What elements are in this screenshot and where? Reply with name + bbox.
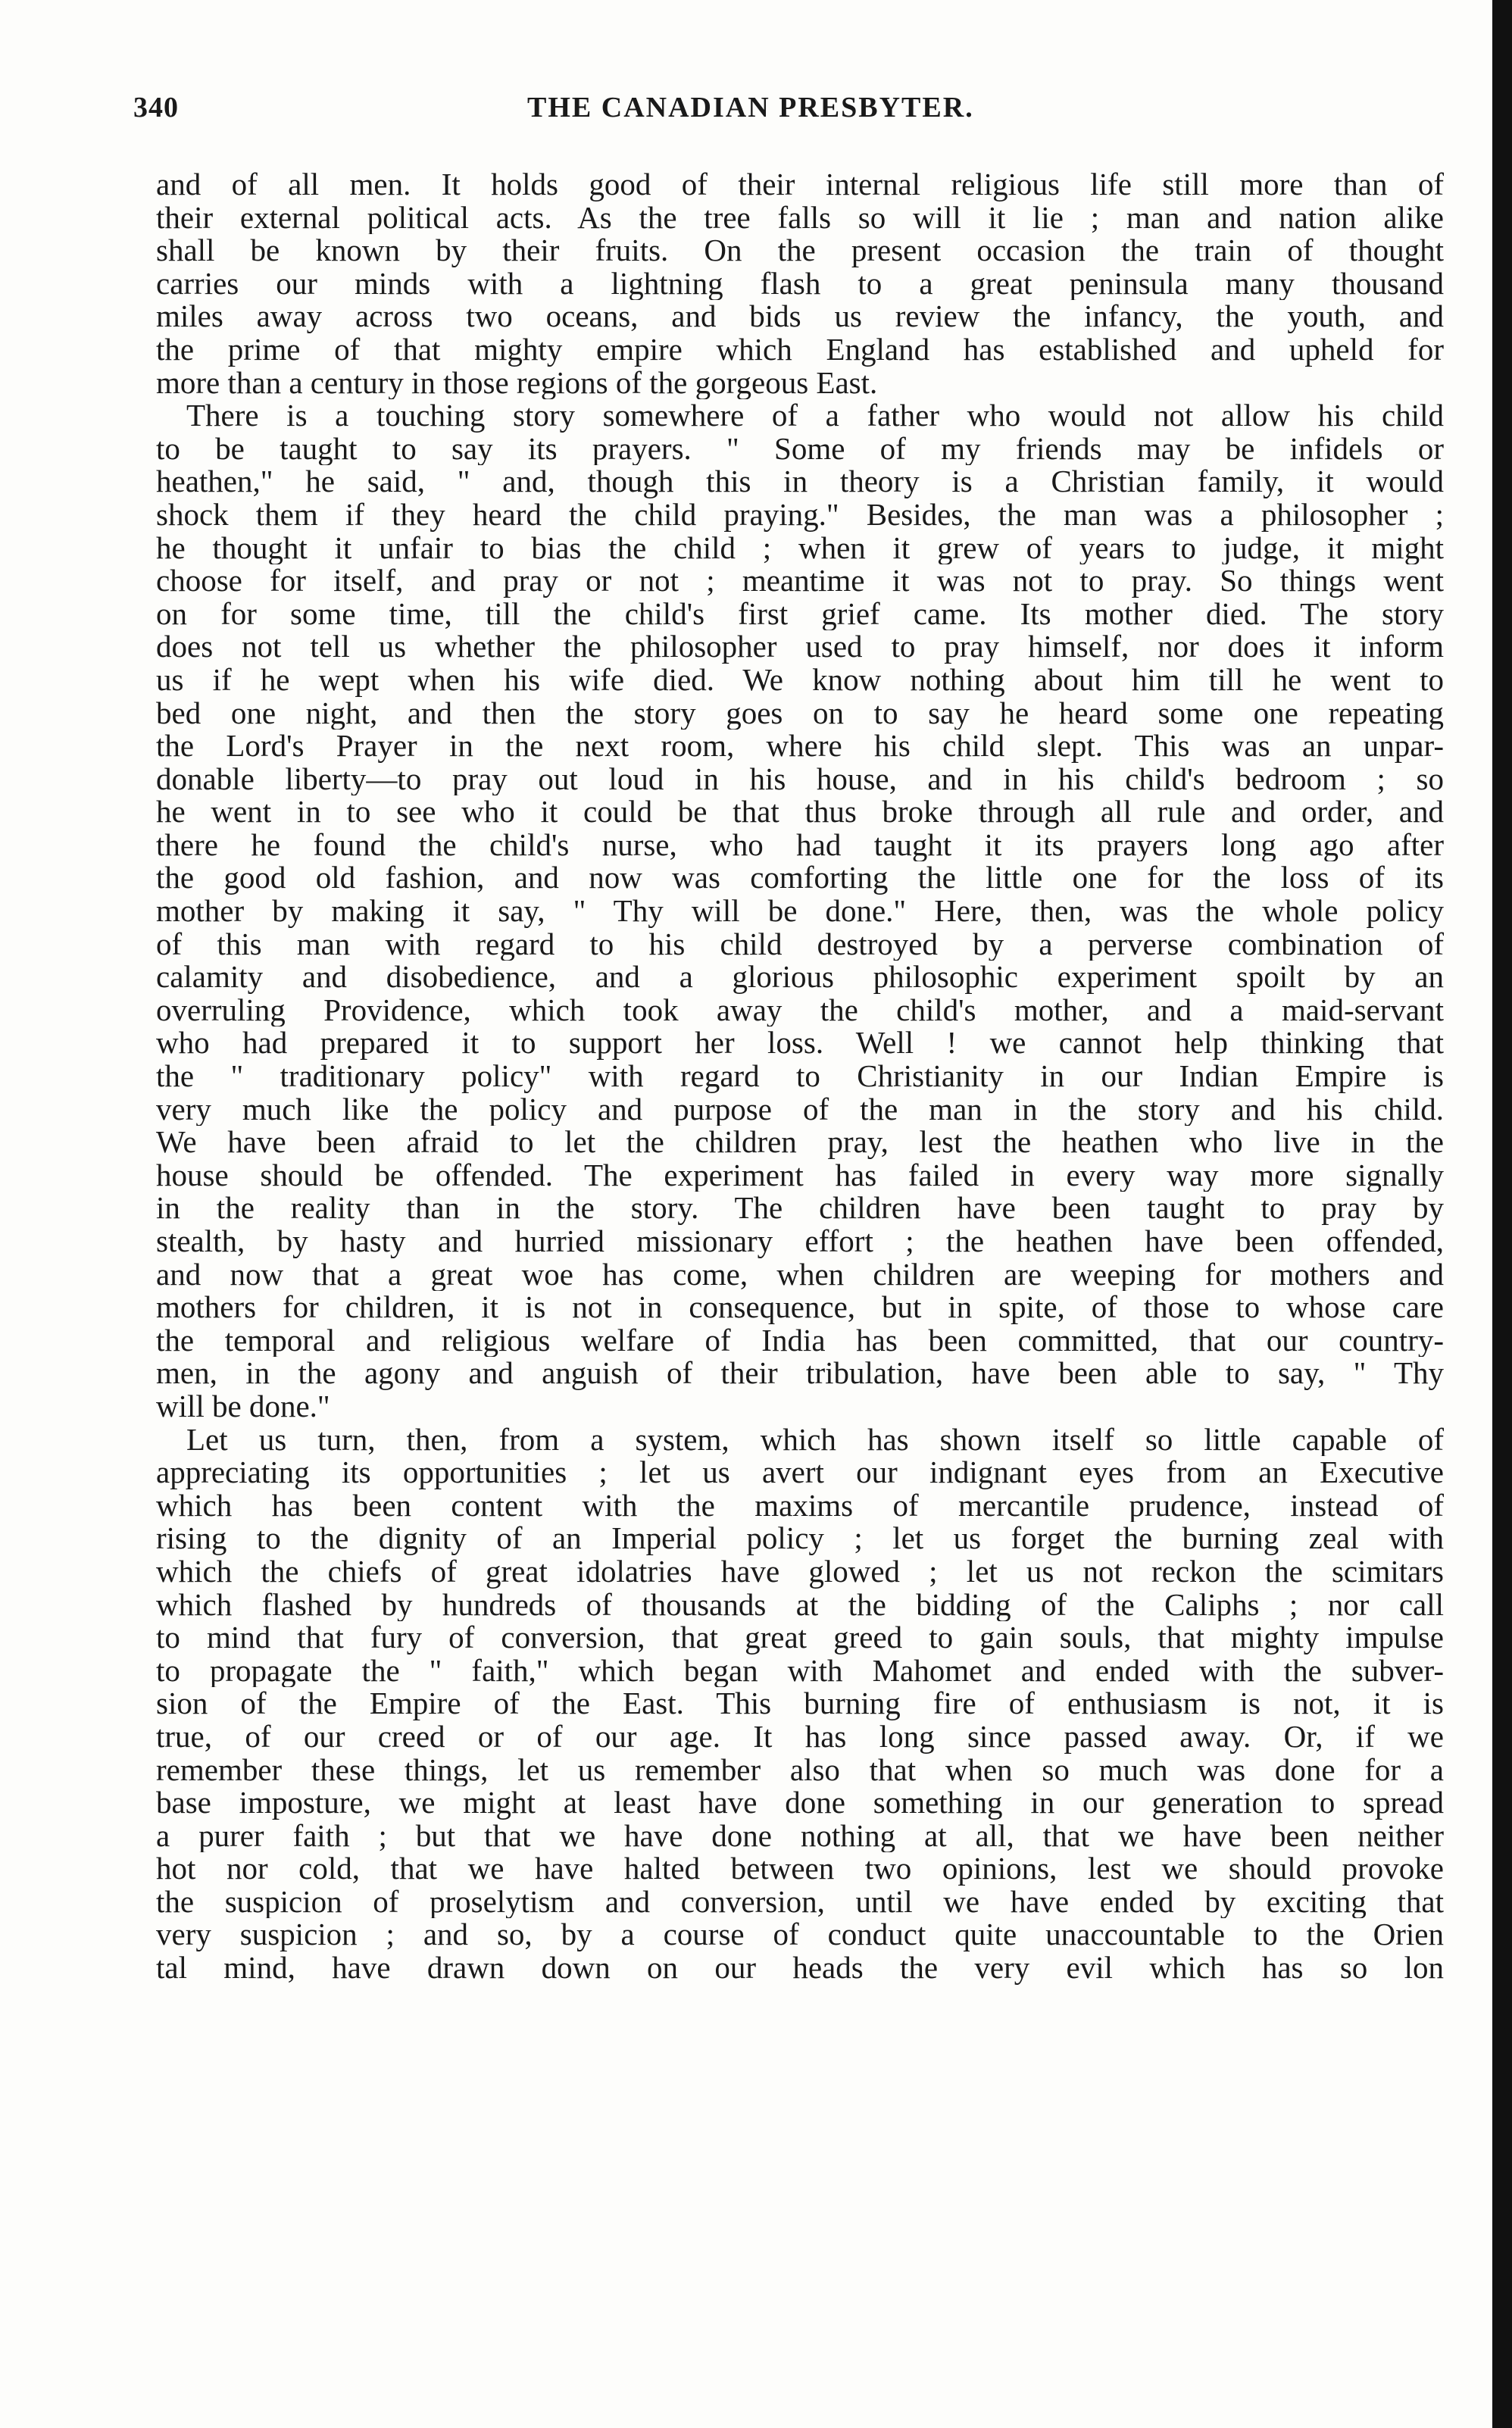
text-line: tal mind, have drawn down on our heads the very evil which has so lon [156,1951,1444,1985]
text-line: and now that a great woe has come, when children are weeping for mothers and [156,1258,1444,1292]
text-line: appreciating its opportunities ; let us avert our indignant eyes from an Executive [156,1456,1444,1489]
text-line: to propagate the " faith," which began with Mahomet and ended with the subver- [156,1654,1444,1688]
text-line: us if he wept when his wife died. We know nothing about him till he went to [156,663,1444,697]
text-line: shall be known by their fruits. On the present occasion the train of thought [156,234,1444,267]
text-line: choose for itself, and pray or not ; meantime it was not to pray. So things went [156,564,1444,598]
text-line: which the chiefs of great idolatries have glowed ; let us not reckon the scimitars [156,1555,1444,1589]
text-line: to mind that fury of conversion, that great greed to gain souls, that mighty impulse [156,1621,1444,1655]
article-body [156,168,1444,1985]
text-line: does not tell us whether the philosopher used to pray himself, nor does it inform [156,630,1444,664]
text-line: in the reality than in the story. The children have been taught to pray by [156,1192,1444,1225]
text-line: a purer faith ; but that we have done nothing at all, that we have been neither [156,1819,1444,1853]
text-line: mothers for children, it is not in consequence, but in spite, of those to whose care [156,1291,1444,1324]
text-line: true, of our creed or of our age. It has long since passed away. Or, if we [156,1720,1444,1754]
text-line: which flashed by hundreds of thousands at the bidding of the Caliphs ; nor call [156,1588,1444,1622]
text-line: the good old fashion, and now was comforting the little one for the loss of its [156,861,1444,895]
text-line: who had prepared it to support her loss. Well ! we cannot help thinking that [156,1027,1444,1061]
text-line: calamity and disobedience, and a glorious philosophic experiment spoilt by an [156,961,1444,994]
text-line: Let us turn, then, from a system, which has shown itself so little capable of [186,1423,1444,1457]
running-head [133,91,1451,136]
text-line: the suspicion of proselytism and conversion, until we have ended by exciting that [156,1885,1444,1919]
page-number: 340 [133,92,179,123]
text-line: very suspicion ; and so, by a course of conduct quite unaccountable to the Orien [156,1918,1444,1952]
text-line: donable liberty—to pray out loud in his house, and in his child's bedroom ; so [156,762,1444,796]
text-line: house should be offended. The experiment has failed in every way more signally [156,1158,1444,1192]
text-line: which has been content with the maxims of mercantile prudence, instead of [156,1489,1444,1523]
text-line: hot nor cold, that we have halted between two opinions, lest we should provoke [156,1852,1444,1886]
text-line: the " traditionary policy" with regard to Christianity in our Indian Empire is [156,1060,1444,1093]
text-line: will be done." [156,1389,330,1423]
text-line: overruling Providence, which took away the child's mother, and a maid-servant [156,993,1444,1027]
text-line: shock them if they heard the child praying." Besides, the man was a philosopher ; [156,498,1444,532]
text-line: the prime of that mighty empire which England has established and upheld for [156,333,1444,367]
text-line: the Lord's Prayer in the next room, where his child slept. This was an unpar- [156,730,1444,763]
text-line: sion of the Empire of the East. This burning fire of enthusiasm is not, it is [156,1687,1444,1720]
text-line: rising to the dignity of an Imperial policy ; let us forget the burning zeal with [156,1522,1444,1555]
text-line: of this man with regard to his child destroyed by a perverse combination of [156,927,1444,961]
text-line: more than a century in those regions of the gorgeous East. [156,366,878,400]
journal-title: THE CANADIAN PRESBYTER. [527,92,974,123]
text-line: men, in the agony and anguish of their tribulation, have been able to say, " Thy [156,1357,1444,1390]
text-line: We have been afraid to let the children pray, lest the heathen who live in the [156,1126,1444,1159]
text-line: and of all men. It holds good of their internal religious life still more than of [156,168,1444,202]
paragraph-1 [156,168,1444,399]
text-line: stealth, by hasty and hurried missionary effort ; the heathen have been offended, [156,1225,1444,1258]
text-line: carries our minds with a lightning flash to a great peninsula many thousand [156,267,1444,301]
text-line: to be taught to say its prayers. " Some of my friends may be infidels or [156,432,1444,466]
text-line: on for some time, till the child's first grief came. Its mother died. The story [156,597,1444,631]
text-line: bed one night, and then the story goes on to say he heard some one repeating [156,696,1444,730]
text-line: the temporal and religious welfare of India has been committed, that our country- [156,1323,1444,1358]
text-line: base imposture, we might at least have done something in our generation to spread [156,1786,1444,1820]
text-line: he thought it unfair to bias the child ; when it grew of years to judge, it might [156,531,1444,565]
text-line: mother by making it say, " Thy will be done." Here, then, was the whole policy [156,895,1444,928]
paragraph-2 [156,399,1444,1423]
text-line: There is a touching story somewhere of a father who would not allow his child [186,399,1444,433]
text-line: heathen," he said, " and, though this in theory is a Christian family, it would [156,465,1444,498]
text-line: he went in to see who it could be that thus broke through all rule and order, and [156,795,1444,829]
text-line: their external political acts. As the tree falls so will it lie ; man and nation alike [156,201,1444,235]
paragraph-3 [156,1423,1444,1985]
text-line: very much like the policy and purpose of the man in the story and his child. [156,1092,1444,1127]
text-line: there he found the child's nurse, who had taught it its prayers long ago after [156,828,1444,862]
page-edge-border [1492,0,1512,2428]
text-line: remember these things, let us remember also that when so much was done for a [156,1753,1444,1787]
text-line: miles away across two oceans, and bids us review the infancy, the youth, and [156,300,1444,333]
